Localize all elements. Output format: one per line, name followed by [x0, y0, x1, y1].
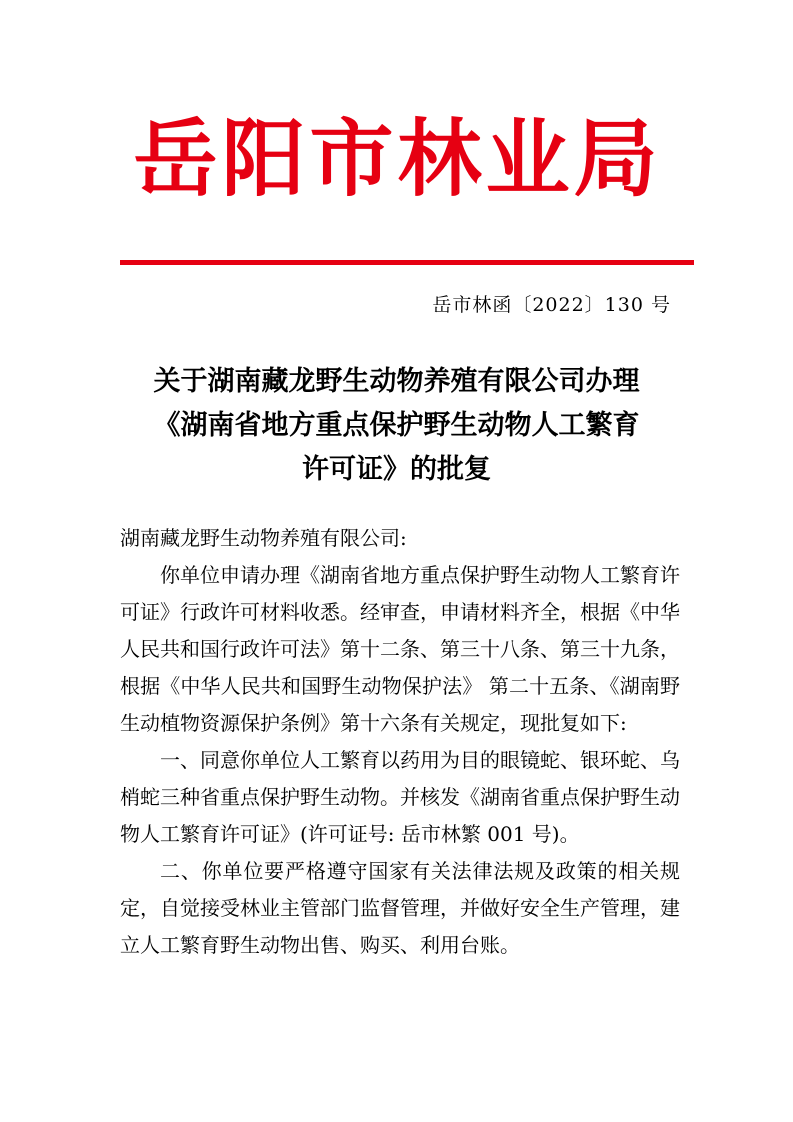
document-number: 岳市林函〔2022〕130 号	[432, 294, 671, 316]
title-line-3: 许可证》的批复	[302, 454, 491, 485]
agency-masthead: 岳阳市林业局	[133, 110, 662, 208]
title-line-2: 《湖南省地方重点保护野生动物人工繁育	[153, 410, 640, 441]
document-body	[120, 520, 680, 964]
paragraph-intro: 你单位申请办理《湖南省地方重点保护野生动物人工繁育许可证》行政许可材料收悉。经审查，申请材料齐全，根据《中华人民共和国行政许可法》第十二条、第三十八条、第三十九条，根据《中华人民共和国野生动物保护法》 第二十五条、《湖南野生动植物资源保护条例》第十六条有关规定，现批复如下:	[120, 563, 680, 735]
red-divider-line	[120, 260, 694, 265]
paragraph-item-2: 二、你单位要严格遵守国家有关法律法规及政策的相关规定，自觉接受林业主管部门监督管理，并做好安全生产管理，建立人工繁育野生动物出售、购买、利用台账。	[120, 859, 680, 957]
addressee: 湖南藏龙野生动物养殖有限公司:	[120, 526, 407, 550]
document-title	[110, 360, 683, 492]
paragraph-item-1: 一、同意你单位人工繁育以药用为目的眼镜蛇、银环蛇、乌梢蛇三种省重点保护野生动物。并核发《湖南省重点保护野生动物人工繁育许可证》(许可证号: 岳市林繁 001 号)。	[120, 748, 680, 846]
title-line-1: 关于湖南藏龙野生动物养殖有限公司办理	[153, 366, 640, 397]
